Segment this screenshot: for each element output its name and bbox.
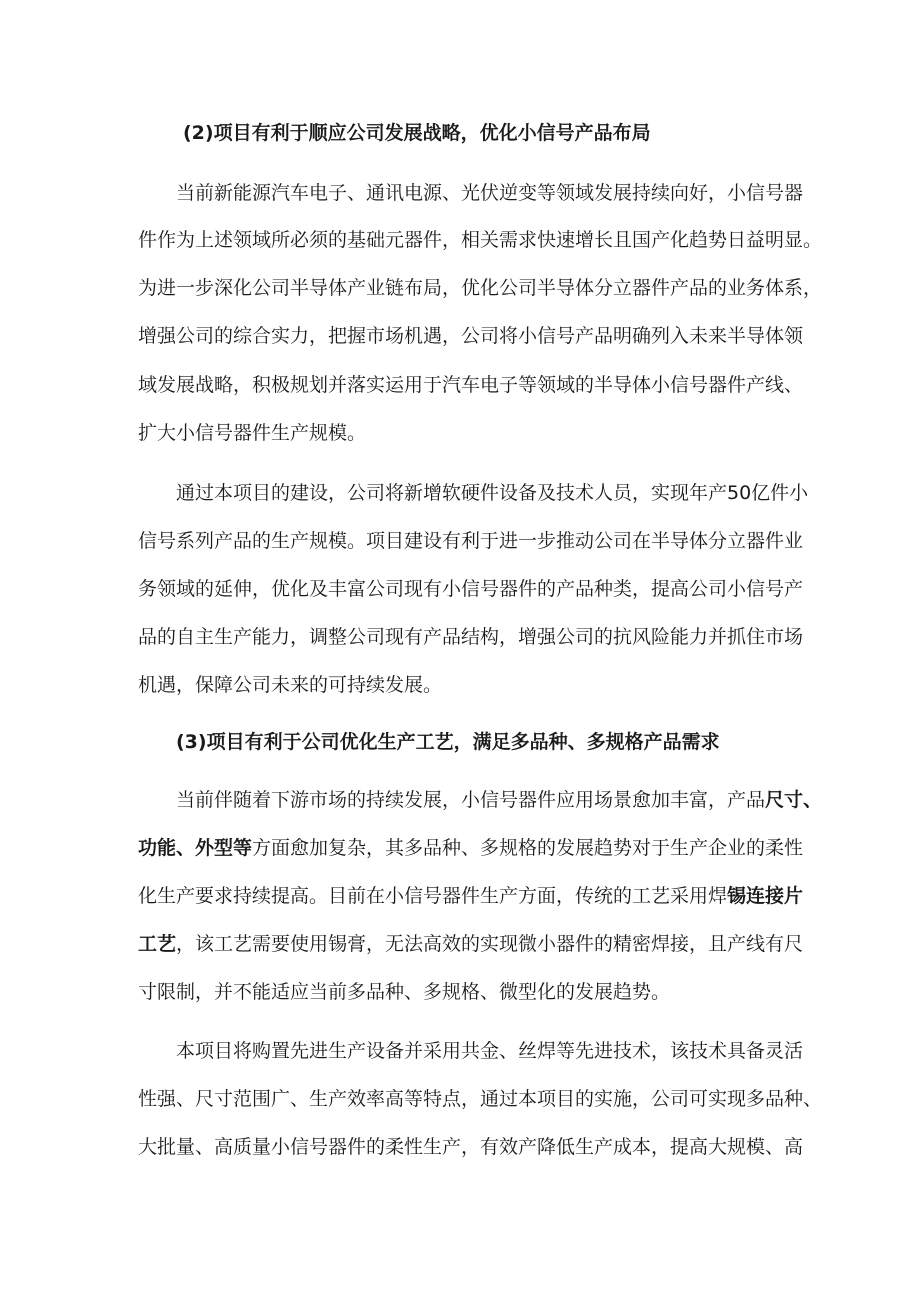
paragraph-3-line-3-bold: 锡连接片 xyxy=(727,885,804,907)
paragraph-3-line-2 xyxy=(138,833,804,863)
paragraph-3-line-4-bold: 工艺 xyxy=(138,933,177,955)
paragraph-1-line-4: 增强公司的综合实力，把握市场机遇，公司将小信号产品明确列入未来半导体领 xyxy=(138,325,804,347)
paragraph-2-line-3: 务领域的延伸，优化及丰富公司现有小信号器件的产品种类，提高公司小信号产 xyxy=(138,578,804,600)
paragraph-4-line-3: 大批量、高质量小信号器件的柔性生产，有效产降低生产成本，提高大规模、高 xyxy=(138,1136,804,1158)
paragraph-3-line-1 xyxy=(176,785,823,815)
paragraph-2-line-1: 通过本项目的建设，公司将新增软硬件设备及技术人员，实现年产50亿件小 xyxy=(176,482,809,504)
paragraph-3-line-2-bold: 功能、外型等 xyxy=(138,837,253,859)
paragraph-1-line-5: 域发展战略，积极规划并落实运用于汽车电子等领域的半导体小信号器件产线、 xyxy=(138,374,804,396)
paragraph-2-line-5: 机遇，保障公司未来的可持续发展。 xyxy=(138,674,443,696)
paragraph-4-line-2: 性强、尺寸范围广、生产效率高等特点，通过本项目的实施，公司可实现多品种、 xyxy=(138,1088,823,1110)
paragraph-3-line-5: 寸限制，并不能适应当前多品种、多规格、微型化的发展趋势。 xyxy=(138,981,671,1003)
paragraph-3-line-3-text: 化生产要求持续提高。目前在小信号器件生产方面，传统的工艺采用焊 xyxy=(138,885,728,907)
paragraph-3-line-1-text: 当前伴随着下游市场的持续发展，小信号器件应用场景愈加丰富，产品 xyxy=(176,789,766,811)
section-heading-3: (3)项目有利于公司优化生产工艺，满足多品种、多规格产品需求 xyxy=(176,731,720,753)
paragraph-3-line-1-bold: 尺寸、 xyxy=(765,789,823,811)
paragraph-1-line-2: 件作为上述领域所必须的基础元器件，相关需求快速增长且国产化趋势日益明显。 xyxy=(138,229,823,251)
paragraph-3-line-3 xyxy=(138,881,804,911)
section-heading-2: (2)项目有利于顺应公司发展战略，优化小信号产品布局 xyxy=(183,122,651,144)
paragraph-2-line-4: 品的自主生产能力，调整公司现有产品结构，增强公司的抗风险能力并抓住市场 xyxy=(138,626,804,648)
paragraph-3-line-2-text: 方面愈加复杂，其多品种、多规格的发展趋势对于生产企业的柔性 xyxy=(252,837,804,859)
paragraph-3-line-4-text: ，该工艺需要使用锡膏，无法高效的实现微小器件的精密焊接，且产线有尺 xyxy=(176,933,804,955)
paragraph-1-line-3: 为进一步深化公司半导体产业链布局，优化公司半导体分立器件产品的业务体系， xyxy=(138,277,823,299)
paragraph-4-line-1: 本项目将购置先进生产设备并采用共金、丝焊等先进技术，该技术具备灵活 xyxy=(176,1040,804,1062)
paragraph-3-line-4 xyxy=(138,929,804,959)
paragraph-2-line-2: 信号系列产品的生产规模。项目建设有利于进一步推动公司在半导体分立器件业 xyxy=(138,530,804,552)
paragraph-1-line-1: 当前新能源汽车电子、通讯电源、光伏逆变等领域发展持续向好，小信号器 xyxy=(176,182,804,204)
paragraph-1-line-6: 扩大小信号器件生产规模。 xyxy=(138,422,367,444)
